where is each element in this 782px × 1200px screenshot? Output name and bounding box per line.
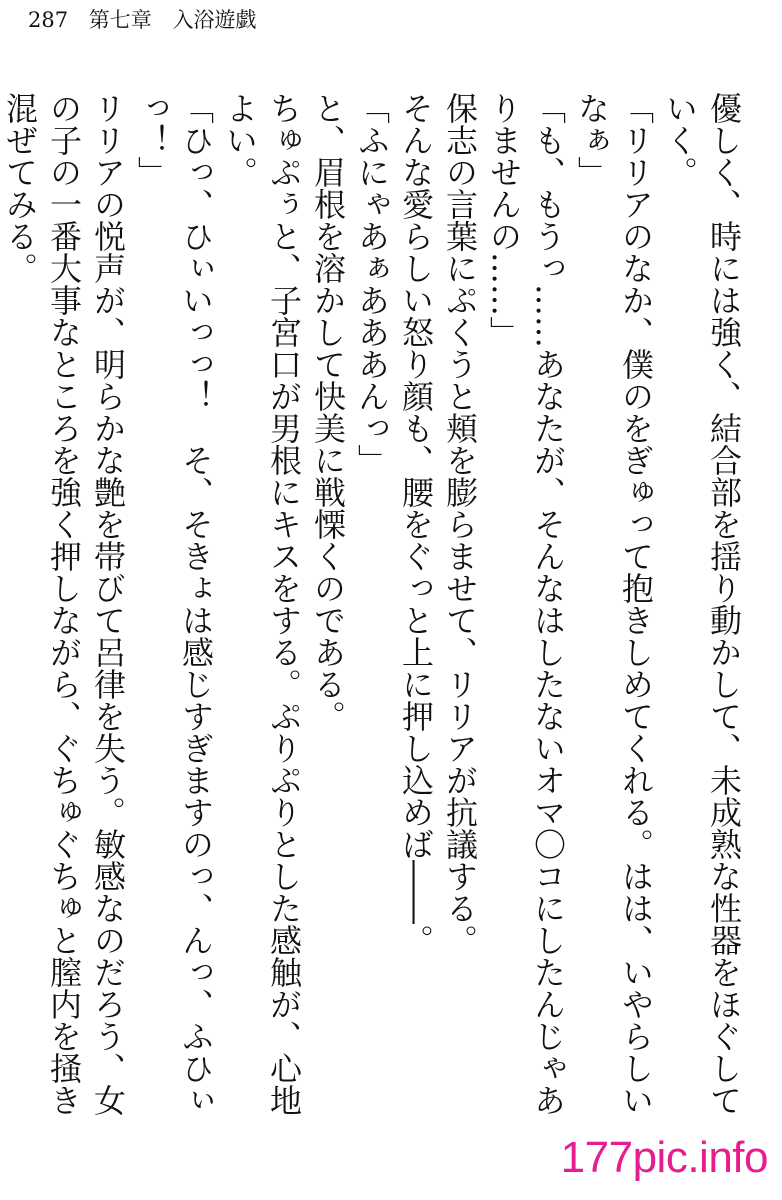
paragraph: リリアの悦声が、明らかな艶を帯びて呂律を失う。敏感なのだろう、女の子の一番大事なところを強く押しながら、ぐちゅぐちゅと膣内を掻き混ぜてみる。 <box>1 92 127 1116</box>
page-header <box>28 8 256 32</box>
paragraph: 優しく、時には強く、結合部を揺り動かして、未成熟な性器をほぐしていく。 <box>661 92 743 1116</box>
paragraph: と、眉根を溶かして快美に戦慄くのである。 <box>309 92 347 732</box>
paragraph: 「ふにゃあぁあああんっ」 <box>353 92 391 476</box>
page-number: 287 <box>28 8 69 32</box>
chapter-label: 第七章 <box>88 8 152 32</box>
paragraph: ちゅぷぅと、子宮口が男根にキスをする。ぷりぷりとした感触が、心地よい。 <box>221 92 303 1116</box>
paragraph: 「ひっ、ひぃいっっ！ そ、そきょは感じすぎますのっ、んっ、ふひぃっ！」 <box>133 92 215 1116</box>
paragraph: 「も、もうっ……あなたが、そんなはしたないオマ〇コにしたんじゃありませんの……」 <box>485 92 567 1116</box>
paragraph: 保志の言葉にぷくうと頬を膨らませて、リリアが抗議する。 <box>441 92 479 956</box>
paragraph: 「リリアのなか、僕のをぎゅって抱きしめてくれる。はは、いやらしいなぁ」 <box>573 92 655 1116</box>
vertical-body-text <box>1 92 746 1132</box>
paragraph: そんな愛らしい怒り顔も、腰をぐっと上に押し込めば――。 <box>397 92 435 956</box>
chapter-title: 入浴遊戯 <box>172 8 257 32</box>
watermark: 177pic.info <box>560 1133 768 1182</box>
